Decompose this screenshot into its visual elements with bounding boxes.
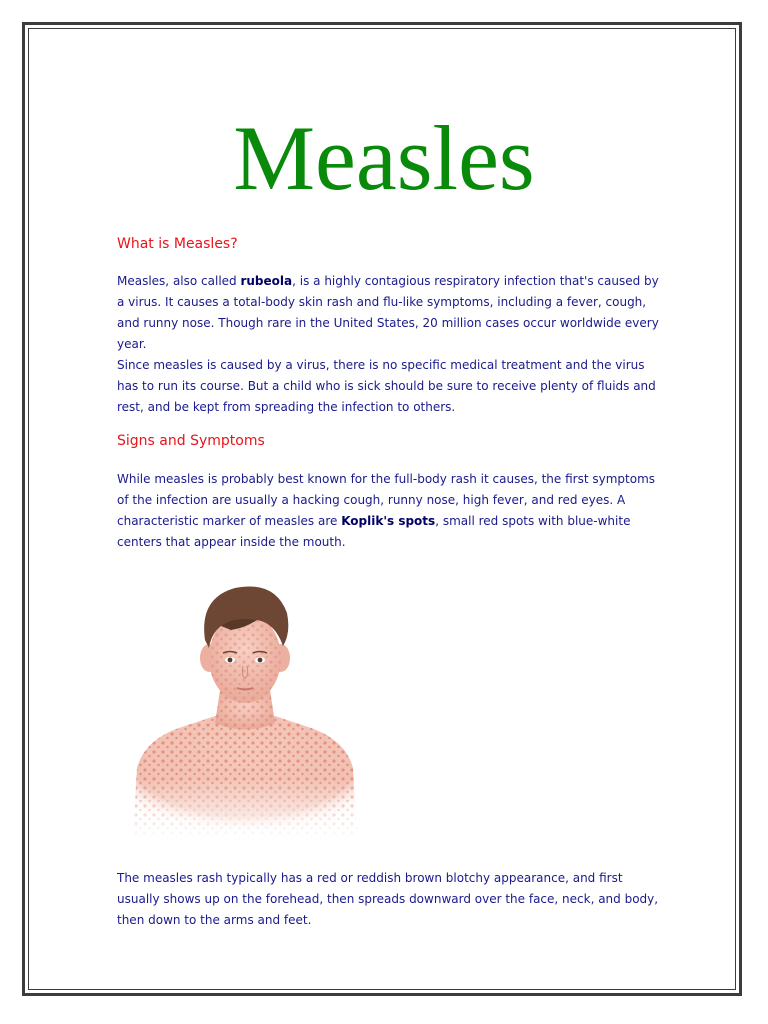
term-kopliks-spots: Koplik's spots: [341, 514, 436, 528]
section-heading-signs-and-symptoms: Signs and Symptoms: [117, 433, 265, 449]
paragraph-symptoms: [117, 469, 662, 553]
child-with-measles-rash-illustration: [125, 578, 365, 838]
paragraph-definition-text-end: , is a highly contagious respiratory infection that's caused by a virus. It causes a total-body skin rash and flu-like symptoms, including a fever, cough, and runny nose. Though rare in the United States, 20 million cases occur worldwide every year.: [117, 274, 659, 351]
section-heading-what-is-measles: What is Measles?: [117, 236, 238, 252]
paragraph-symptoms-text-start: While measles is probably best known for the full-body rash it causes, the first symptoms of the infection are usually a hacking cough, runny nose, high fever, and red eyes. A characteristic marker of measles are: [117, 472, 656, 528]
page-title: Measles: [233, 107, 535, 209]
paragraph-definition: [117, 271, 662, 355]
paragraph-symptoms-text-end: , small red spots with blue-white centers that appear inside the mouth.: [117, 514, 631, 549]
paragraph-rash-description: The measles rash typically has a red or reddish brown blotchy appearance, and first usually shows up on the forehead, then spreads downward over the face, neck, and body, then down to the arms and feet.: [117, 871, 659, 927]
paragraph-treatment: Since measles is caused by a virus, there is no specific medical treatment and the virus has to run its course. But a child who is sick should be sure to receive plenty of fluids and rest, and be kept from spreading the infection to others.: [117, 358, 656, 414]
term-rubeola: rubeola: [240, 274, 293, 288]
paragraph-definition-text-start: Measles, also called: [117, 274, 241, 288]
